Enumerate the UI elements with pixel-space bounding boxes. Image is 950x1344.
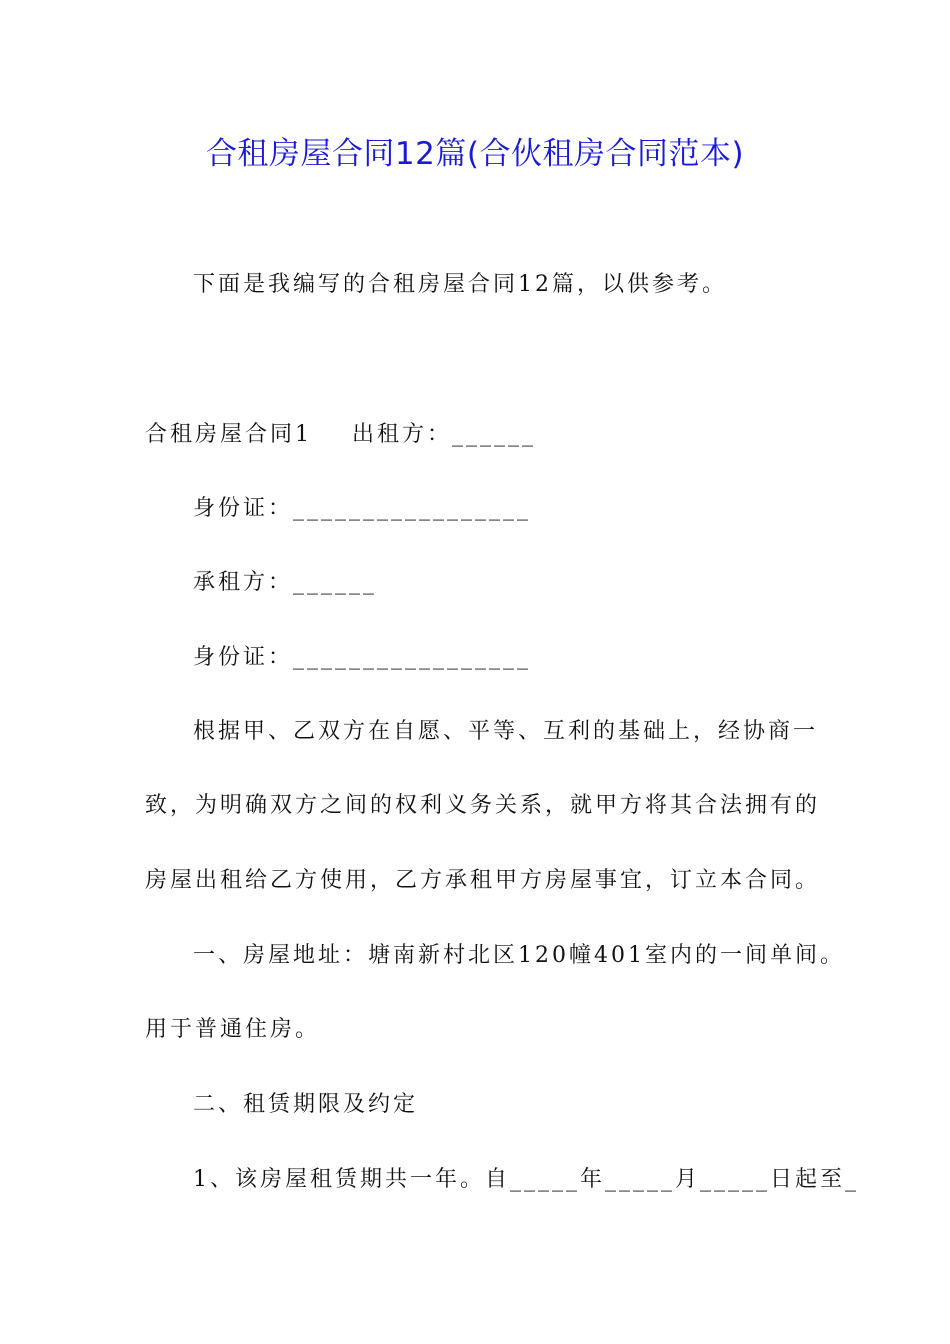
section-two-heading: 二、租赁期限及约定 — [193, 1092, 419, 1117]
section-one-line: 用于普通住房。 — [145, 1017, 321, 1042]
landlord-id-label: 身份证： — [193, 496, 294, 521]
intro-text: 下面是我编写的合租房屋合同12篇，以供参考。 — [193, 272, 727, 297]
document-title: 合租房屋合同12篇(合伙租房合同范本) — [205, 136, 745, 172]
tenant-id-blank: _________________ — [293, 645, 532, 670]
landlord-blank: ______ — [452, 422, 537, 447]
paragraph-line: 致，为明确双方之间的权利义务关系，就甲方将其合法拥有的 — [145, 793, 821, 818]
paragraph-line: 根据甲、乙双方在自愿、平等、互利的基础上，经协商一 — [193, 719, 819, 744]
tenant-row — [193, 568, 377, 598]
landlord-id-row — [193, 494, 531, 524]
landlord-row — [145, 420, 536, 450]
landlord-label: 出租方： — [352, 422, 453, 447]
tenant-label: 承租方： — [193, 570, 294, 595]
section-one-line: 一、房屋地址：塘南新村北区120幢401室内的一间单间。 — [193, 943, 845, 968]
contract-heading: 合租房屋合同1 — [145, 422, 312, 447]
tenant-blank: ______ — [293, 570, 378, 595]
tenant-id-row — [193, 643, 531, 673]
landlord-id-blank: _________________ — [293, 496, 532, 521]
tenant-id-label: 身份证： — [193, 645, 294, 670]
paragraph-line: 房屋出租给乙方使用，乙方承租甲方房屋事宜，订立本合同。 — [145, 868, 821, 893]
clause-one: 1、该房屋租赁期共一年。自_____年_____月_____日起至_ — [193, 1167, 859, 1192]
